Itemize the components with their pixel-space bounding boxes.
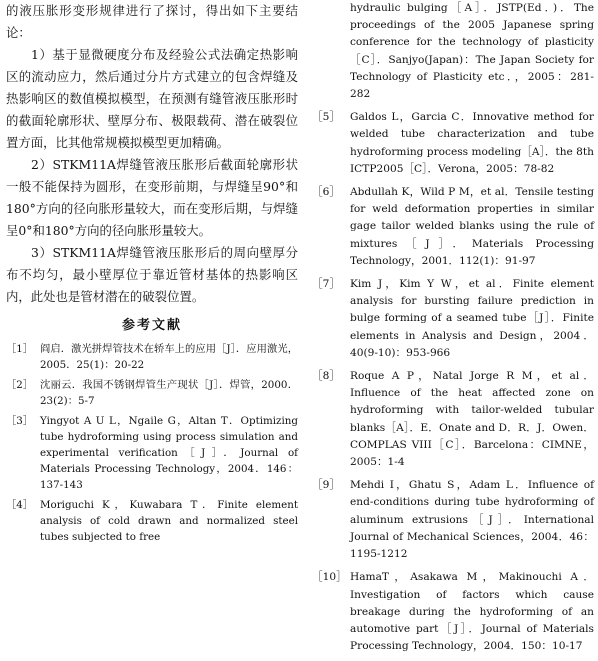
reference-continuation: hydraulic bulging［A］．JSTP(Ed．)．The proceedings of the 2005 Japanese spring conference for the technology of plasticity［C］．Sanjyo(Japan)：The Japan Society for Technology of Plasticity etc．，2005：281-282	[350, 2, 594, 101]
reference-number: ［6］	[312, 186, 340, 199]
conclusion-2: 2）STKM11A焊缝管液压胀形后截面轮廓形状一般不能保持为圆形，在变形前期，与焊缝呈90°和180°方向的径向胀形量较大，而在变形后期，与焊缝呈0°和180°方向的径向胀形量较大。	[6, 157, 298, 238]
conclusion-3: 3）STKM11A焊缝管液压胀形后的周向壁厚分布不均匀，最小壁厚位于靠近管材基体的热影响区内，此处也是管材潜在的破裂位置。	[6, 245, 298, 304]
reference-text: Moriguchi K，Kuwabara T．Finite element analysis of cold drawn and normalized steel tubes subjected to free	[40, 499, 298, 543]
reference-number: ［7］	[312, 278, 340, 291]
right-column	[312, 0, 594, 661]
reference-text: Roque A P，Natal Jorge R M，et al．Influence of the heat affected zone on hydroforming with tailor-welded tubular blanks［A］．E．Onate and D．R．J．Owen．COMPLAS VIII［C］．Barcelona：CIMNE，2005：1-4	[350, 370, 594, 469]
reference-number: ［4］	[6, 499, 34, 511]
reference-item	[6, 413, 298, 493]
reference-text: Kim J，Kim Y W，et al．Finite element analysis for bursting failure prediction in bulge forming of a seamed tube［J］．Finite elements in Analysis and Design，2004．40(9-10)：953-966	[350, 278, 594, 359]
reference-number: ［1］	[6, 343, 34, 355]
reference-text: Galdos L，Garcia C．Innovative method for welded tube characterization and tube hydroforming process modeling［A］．the 8th ICTP2005［C］．Verona，2005：78-82	[350, 111, 594, 175]
reference-item	[6, 497, 298, 545]
intro-paragraph: 的液压胀形变形规律进行了探讨，得出如下主要结论：	[6, 3, 298, 40]
left-column	[6, 0, 298, 549]
reference-item	[312, 368, 594, 471]
references-heading: 参考文献	[121, 318, 182, 333]
reference-item	[312, 477, 594, 563]
reference-item	[312, 109, 594, 178]
reference-number: ［3］	[6, 415, 34, 427]
reference-number: ［2］	[6, 379, 34, 391]
reference-text: Mehdi I，Ghatu S，Adam L．Influence of end-conditions during tube hydroforming of aluminum extrusions［J］．International Journal of Mechanical Sciences，2004．46：1195-1212	[350, 479, 594, 561]
reference-text: HamaT，Asakawa M，Makinouchi A．Investigation of factors which cause breakage during the hydroforming of an automotive part［J］．Journal of Materials Processing Technology，2004．150：10-17	[350, 571, 594, 653]
reference-text: 沈丽云．我国不锈钢焊管生产现状［J］．焊管，2000．23(2)：5-7	[40, 379, 298, 407]
reference-item	[6, 341, 298, 373]
reference-item	[312, 569, 594, 655]
reference-number: ［10］	[312, 571, 347, 584]
reference-text: 阎启．激光拼焊管技术在轿车上的应用［J］．应用激光，2005．25(1)：20-22	[40, 343, 298, 371]
conclusion-1: 1）基于显微硬度分布及经验公式法确定热影响区的流动应力，然后通过分片方式建立的包含焊缝及热影响区的数值模拟模型，在预测有缝管液压胀形时的截面轮廓形状、壁厚分布、极限载荷、潜在破裂位置方面，比其他常规模拟模型更加精确。	[6, 47, 298, 150]
reference-number: ［8］	[312, 370, 340, 383]
reference-item	[312, 184, 594, 270]
reference-number: ［5］	[312, 111, 340, 124]
reference-item	[6, 377, 298, 409]
reference-text: Yingyot A U L，Ngaile G，Altan T．Optimizing tube hydroforming using process simulation and experimental verification［J］．Journal of Materials Processing Technology，2004．146：137-143	[40, 415, 298, 491]
reference-text: Abdullah K，Wild P M，et al．Tensile testing for weld deformation properties in similar gage tailor welded blanks using the rule of mixtures［J］．Materials Processing Technology，2001．112(1)：91-97	[350, 186, 594, 267]
reference-item	[312, 276, 594, 362]
reference-number: ［9］	[312, 479, 340, 492]
